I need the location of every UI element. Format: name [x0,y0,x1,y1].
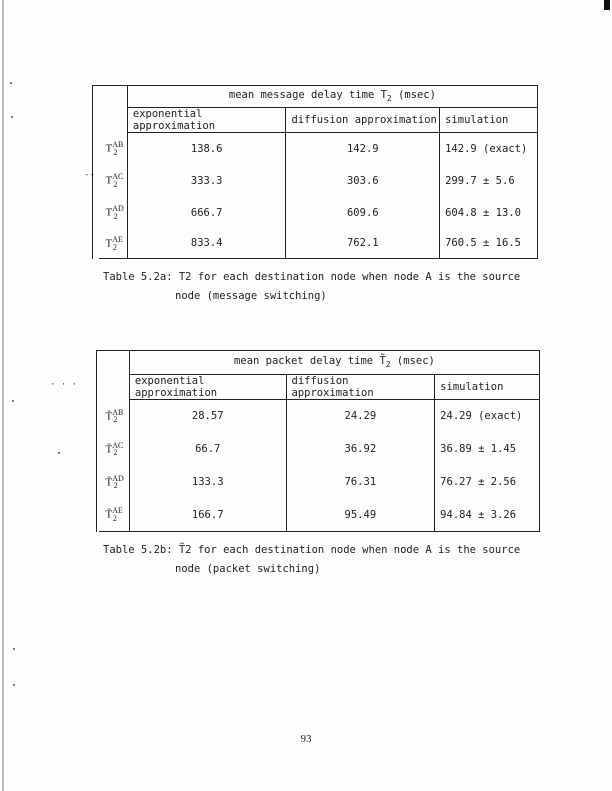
table-b-row-label: T̃$^{AD}_2$ [99,466,129,499]
table-b-col-diff: diffusion approximation [286,375,435,400]
page-number: 93 [300,733,312,745]
table-a-row-label: $T^{AD}_2$ [99,197,127,229]
table-a-col-sim: simulation [440,108,538,133]
table-a-row-label: $T^{AC}_2$ [99,165,127,197]
scan-mark: -- [84,170,95,180]
table-b-row-label: T̃$^{AB}_2$ [99,400,129,433]
table-a-diff: 303.6 [286,165,440,197]
table-a-diff: 762.1 [286,229,440,259]
table-b-col-exp: exponential approximation [129,375,286,400]
scan-speck [13,648,15,650]
table-b-sim: 36.89 ± 1.45 [435,433,540,466]
table-b-caption-line1: Table 5.2b: T̃2 for each destination node when node A is the source [103,544,521,556]
scan-speck [10,82,12,84]
table-b-diff: 95.49 [286,499,435,532]
table-b-exp: 28.57 [129,400,286,433]
table-a-caption [103,268,520,306]
table-b-diff: 24.29 [286,400,435,433]
table-a-sim: 299.7 ± 5.6 [440,165,538,197]
table-b-caption-line2: node (packet switching) [175,563,321,575]
table-a-exp: 666.7 [127,197,286,229]
table-a-sim: 604.8 ± 13.0 [440,197,538,229]
scan-speck [11,116,13,118]
table-b-row-label: T̃$^{AC}_2$ [99,433,129,466]
table-b-diff: 36.92 [286,433,435,466]
table-b-exp: 66.7 [129,433,286,466]
table-b-exp: 166.7 [129,499,286,532]
table-a-title: mean message delay time $T_2$ (msec) [127,86,537,108]
table-a-diff: 142.9 [286,133,440,165]
scan-speck [58,452,60,454]
scan-speck [12,400,14,402]
table-a-row-label: $T^{AB}_2$ [99,133,127,165]
table-b-sim: 76.27 ± 2.56 [435,466,540,499]
table-a-col-exp: exponential approximation [127,108,286,133]
table-a-exp: 833.4 [127,229,286,259]
table-b-title: mean packet delay time $T̃_2$ (msec) [129,351,539,375]
table-a-diff: 609.6 [286,197,440,229]
table-a-sim: 142.9 (exact) [440,133,538,165]
scan-mark: · · · [50,380,78,390]
table-b-sim: 94.84 ± 3.26 [435,499,540,532]
table-a-sim: 760.5 ± 16.5 [440,229,538,259]
scan-speck [13,684,15,686]
table-b-exp: 133.3 [129,466,286,499]
table-a-col-diff: diffusion approximation [286,108,440,133]
table-a-caption-line2: node (message switching) [175,290,327,302]
table-a-exp: 333.3 [127,165,286,197]
table-a-row-label: $T^{AE}_2$ [99,229,127,259]
scan-left-edge [2,0,4,791]
table-b-caption [103,541,520,579]
table-b-row-label: T̃$^{AE}_2$ [99,499,129,532]
table-a-caption-line1: Table 5.2a: T2 for each destination node when node A is the source [103,271,521,283]
table-a-exp: 138.6 [127,133,286,165]
table-5-2a [92,85,538,259]
table-b-diff: 76.31 [286,466,435,499]
table-5-2b [96,350,540,532]
scan-corner-mark [604,0,610,10]
table-b-col-sim: simulation [435,375,540,400]
table-b-sim: 24.29 (exact) [435,400,540,433]
